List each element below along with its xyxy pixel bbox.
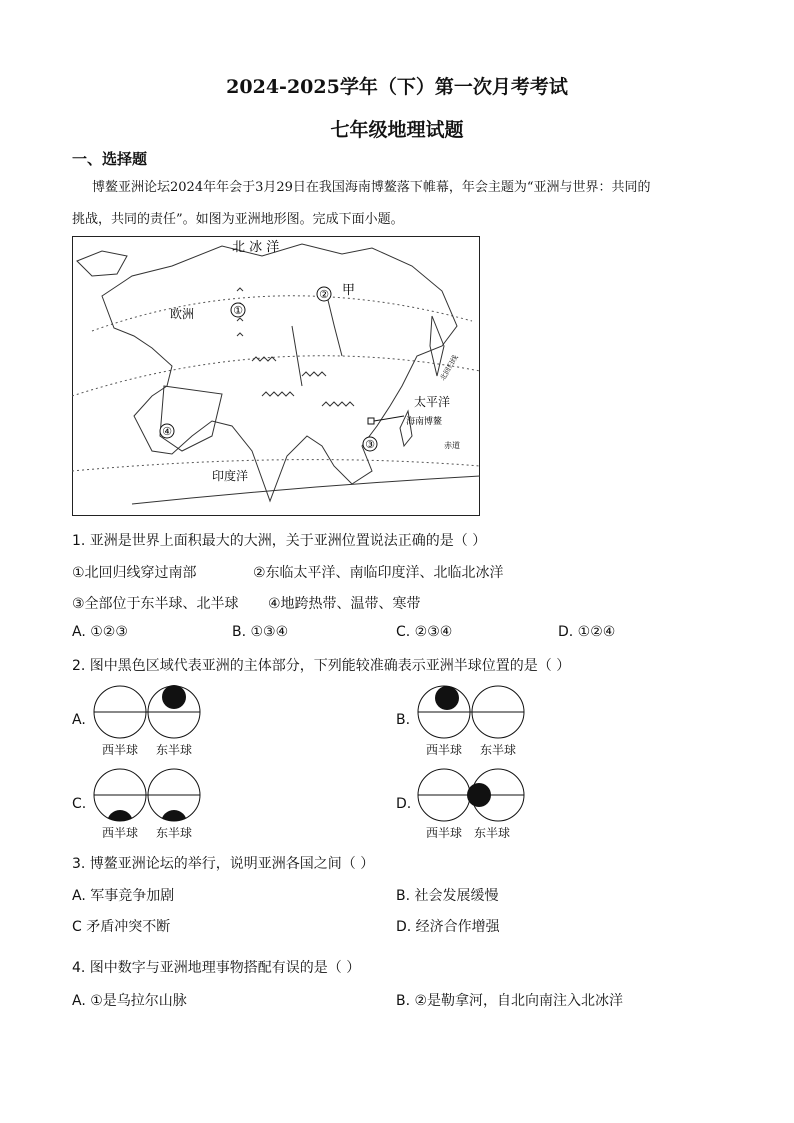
west-hemisphere-label: 西半球 — [102, 743, 139, 757]
q2-option-a-figure[interactable] — [92, 684, 204, 740]
q2-option-b-label[interactable]: B. — [396, 712, 411, 728]
q2-option-d-figure[interactable] — [416, 767, 528, 823]
q3-option-a[interactable]: A. 军事竞争加剧 — [72, 888, 175, 904]
asia-black-region — [162, 685, 186, 709]
jia-label: 甲 — [342, 283, 356, 298]
q2-option-c-figure[interactable] — [92, 767, 204, 823]
east-hemisphere-label: 东半球 — [480, 743, 517, 757]
q3-option-d[interactable]: D. 经济合作增强 — [396, 919, 500, 935]
q3-stem: 3. 博鳌亚洲论坛的举行，说明亚洲各国之间（ ） — [72, 856, 375, 872]
marker-2: ② — [319, 288, 329, 301]
intro-line-2: 挑战，共同的责任”。如图为亚洲地形图。完成下面小题。 — [72, 212, 404, 227]
europe-label: 欧洲 — [170, 307, 195, 321]
exam-subtitle: 七年级地理试题 — [330, 119, 464, 141]
q2-option-b-figure[interactable] — [416, 684, 528, 740]
q1-option-a[interactable]: A. ①②③ — [72, 624, 128, 640]
q1-stem: 1. 亚洲是世界上面积最大的大洲，关于亚洲位置说法正确的是（ ） — [72, 533, 487, 549]
section-heading: 一、选择题 — [72, 150, 148, 168]
q1-statement-4: ④地跨热带、温带、寒带 — [268, 596, 421, 612]
q1-statement-2: ②东临太平洋、南临印度洋、北临北冰洋 — [253, 565, 504, 581]
marker-4: ④ — [162, 425, 172, 438]
equator-label: 赤道 — [444, 441, 460, 450]
marker-3: ③ — [365, 438, 375, 451]
hainan-label: 海南博鳌 — [406, 417, 443, 427]
west-hemisphere-label: 西半球 — [426, 826, 463, 840]
east-hemisphere-label: 东半球 — [156, 826, 193, 840]
q1-statement-1: ①北回归线穿过南部 — [72, 565, 197, 581]
east-hemisphere-label: 东半球 — [156, 743, 193, 757]
q2-option-a-label[interactable]: A. — [72, 712, 86, 728]
pacific-label: 太平洋 — [414, 395, 451, 409]
indian-ocean-label: 印度洋 — [212, 469, 249, 483]
exam-title: 2024-2025学年（下）第一次月考考试 — [226, 76, 568, 98]
marker-1: ① — [233, 304, 243, 317]
west-hemisphere-label: 西半球 — [426, 743, 463, 757]
q1-option-b[interactable]: B. ①③④ — [232, 624, 289, 640]
tropic-label: 北回归线 — [438, 353, 460, 382]
asia-black-region — [435, 686, 459, 710]
q4-option-b[interactable]: B. ②是勒拿河，自北向南注入北冰洋 — [396, 993, 624, 1009]
asia-black-region — [467, 783, 491, 807]
q4-stem: 4. 图中数字与亚洲地理事物搭配有误的是（ ） — [72, 960, 361, 976]
q1-option-c[interactable]: C. ②③④ — [396, 624, 453, 640]
arctic-ocean-label: 北 冰 洋 — [232, 240, 280, 255]
q1-statement-3: ③全部位于东半球、北半球 — [72, 596, 239, 612]
q3-option-b[interactable]: B. 社会发展缓慢 — [396, 888, 499, 904]
q2-option-c-label[interactable]: C. — [72, 796, 87, 812]
q3-option-c[interactable]: C 矛盾冲突不断 — [72, 919, 171, 935]
west-hemisphere-label: 西半球 — [102, 826, 139, 840]
asia-map — [72, 236, 480, 516]
east-hemisphere-label: 东半球 — [474, 826, 511, 840]
q2-stem: 2. 图中黑色区域代表亚洲的主体部分，下列能较准确表示亚洲半球位置的是（ ） — [72, 658, 571, 674]
q1-option-d[interactable]: D. ①②④ — [558, 624, 616, 640]
q4-option-a[interactable]: A. ①是乌拉尔山脉 — [72, 993, 187, 1009]
intro-line-1: 博鳌亚洲论坛2024年年会于3月29日在我国海南博鳌落下帷幕，年会主题为“亚洲与世界：共同的 — [92, 180, 651, 195]
q2-option-d-label[interactable]: D. — [396, 796, 412, 812]
